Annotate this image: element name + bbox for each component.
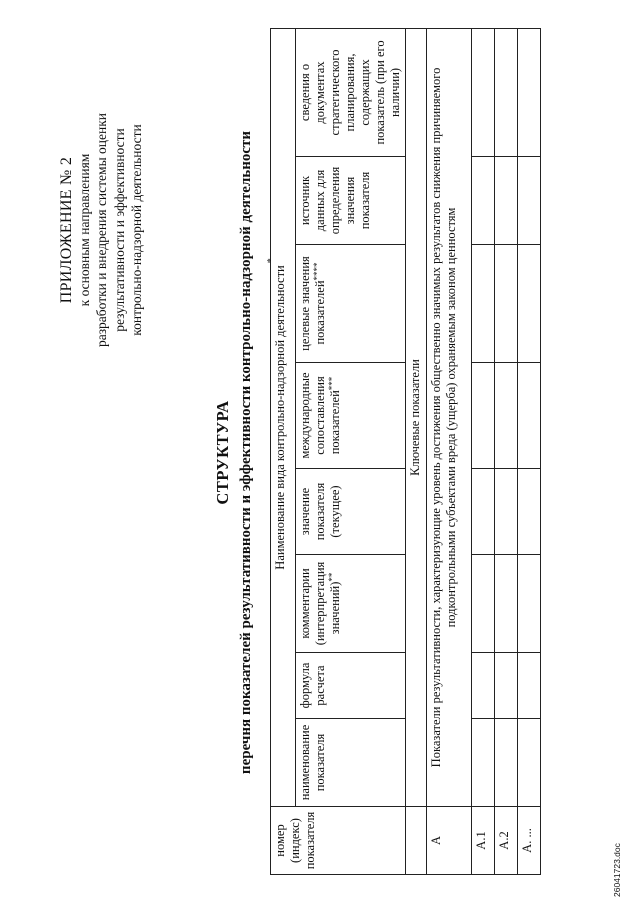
column-header-strategic-docs: сведения о документах стратегического планирования, содержащих показатель (при его наличии) [296,28,406,156]
row-index: А. ... [518,807,541,875]
footnote-mark: ** [327,572,337,582]
footnote-mark: * [266,258,277,264]
footnote-mark: *** [327,376,337,391]
table-cell [518,363,541,469]
column-header-current-value: значение показателя (текущее) [296,469,406,555]
table-cell [518,157,541,245]
table-cell [518,719,541,807]
footnote-mark: **** [312,262,322,281]
column-header-target-values: целевые значения показателей**** [296,245,406,363]
table-cell [495,157,518,245]
column-header-name: наименование показателя [296,719,406,807]
empty-cell [406,807,427,875]
document-id: 26041723.doc [612,843,622,897]
document-title: СТРУКТУРА [213,400,232,505]
column-header-index: номер (индекс) показателя [271,807,406,875]
column-header-comments: комментарии (интерпретация значений)** [296,555,406,653]
table-cell [472,363,495,469]
table-cell [472,28,495,156]
table-cell [495,653,518,719]
table-cell [495,363,518,469]
group-index: А [427,807,472,875]
table-cell [472,157,495,245]
column-header-formula: формула расчета [296,653,406,719]
table-cell [495,469,518,555]
document-subtitle: перечня показателей результативности и эффективности контрольно-надзорной деятельности [238,130,254,775]
activity-type-header: Наименование вида контрольно-надзорной деятельности * [271,28,296,806]
table-cell [495,28,518,156]
indicator-structure-table [266,28,541,875]
row-index: А.1 [472,807,495,875]
appendix-line: разработки и внедрения системы оценки [94,112,109,348]
table-cell [472,719,495,807]
table-cell [495,719,518,807]
table-cell [518,245,541,363]
table-cell [518,28,541,156]
table-cell [472,245,495,363]
table-cell [518,555,541,653]
table-row [518,28,541,874]
section-label: Ключевые показатели [406,28,427,806]
table-cell [495,555,518,653]
table-row [472,28,495,874]
group-description: Показатели результативности, характеризующие уровень достижения общественно значимых результатов снижения причиняемого подконтрольными субъектами вреда (ущерба) охраняемым законом ценностям [427,28,472,806]
appendix-block [58,35,146,425]
table-row [495,28,518,874]
row-index: А.2 [495,807,518,875]
table-cell [472,653,495,719]
table-cell [518,653,541,719]
column-header-data-source: источник данных для определения значения показателя [296,157,406,245]
appendix-line: контрольно-надзорной деятельности [129,124,144,336]
table-cell [495,245,518,363]
table-cell [472,469,495,555]
appendix-line: к основным направлениям [76,153,92,307]
column-header-international: международные сопоставления показателей*** [296,363,406,469]
appendix-line: результативности и эффективности [111,128,127,332]
appendix-number: ПРИЛОЖЕНИЕ № 2 [58,156,75,304]
table-cell [518,469,541,555]
table-cell [472,555,495,653]
